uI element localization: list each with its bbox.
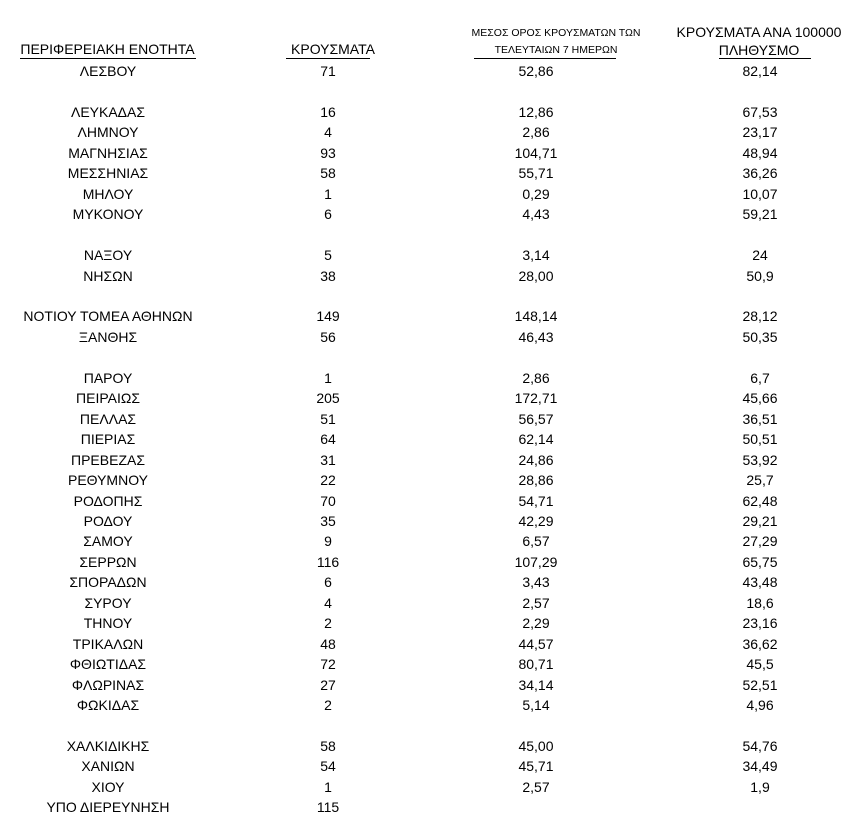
- per100k-cell: 27,29: [742, 533, 778, 550]
- per100k-cell: 34,49: [742, 758, 778, 775]
- avg-cell: 2,86: [522, 124, 550, 141]
- table-row: [0, 163, 868, 183]
- avg-cell: 2,86: [522, 369, 550, 386]
- table-row: [0, 797, 868, 817]
- table-row: [0, 266, 868, 286]
- avg-cell: 46,43: [518, 328, 554, 345]
- region-cell: ΜΕΣΣΗΝΙΑΣ: [67, 165, 149, 182]
- per100k-cell: 48,94: [742, 144, 778, 161]
- region-cell: ΦΩΚΙΔΑΣ: [76, 697, 140, 714]
- cases-cell: 31: [320, 451, 336, 468]
- cases-cell: 1: [324, 369, 332, 386]
- region-cell: ΛΕΣΒΟΥ: [79, 63, 137, 79]
- avg-cell: 54,71: [518, 492, 554, 509]
- per100k-cell: 36,26: [742, 165, 778, 182]
- region-cell: ΣΠΟΡΑΔΩΝ: [69, 574, 147, 591]
- region-cell: ΠΙΕΡΙΑΣ: [80, 431, 136, 448]
- per100k-cell: 23,17: [742, 124, 778, 141]
- region-cell: ΣΥΡΟΥ: [84, 594, 132, 611]
- table-row: [0, 572, 868, 592]
- table-row: [0, 552, 868, 572]
- avg-cell: 80,71: [518, 656, 554, 673]
- avg-cell: 28,86: [518, 472, 554, 489]
- table-row: [0, 511, 868, 531]
- table-row: [0, 634, 868, 654]
- region-cell: ΡΟΔΟΥ: [83, 512, 133, 529]
- avg-cell: 3,14: [522, 247, 550, 264]
- cases-cell: 51: [320, 410, 336, 427]
- table-row: [0, 716, 868, 736]
- avg-cell: 2,57: [522, 594, 550, 611]
- per100k-cell: 54,76: [742, 737, 778, 754]
- per100k-cell: 4,96: [746, 697, 774, 714]
- cases-cell: 70: [320, 492, 336, 509]
- per100k-cell: 28,12: [742, 308, 778, 325]
- table-row: [0, 204, 868, 224]
- avg-cell: 148,14: [514, 308, 558, 325]
- region-cell: ΝΟΤΙΟΥ ΤΟΜΕΑ ΑΘΗΝΩΝ: [23, 308, 193, 325]
- region-cell: ΜΑΓΝΗΣΙΑΣ: [68, 144, 148, 161]
- cases-cell: 58: [320, 165, 336, 182]
- cases-cell: 64: [320, 431, 336, 448]
- cases-cell: 6: [324, 206, 332, 223]
- avg-cell: 45,00: [518, 737, 554, 754]
- per100k-cell: 52,51: [742, 676, 778, 693]
- region-cell: ΤΗΝΟΥ: [83, 615, 133, 632]
- per100k-cell: 23,16: [742, 615, 778, 632]
- per100k-cell: 10,07: [742, 185, 778, 202]
- table-row: [0, 450, 868, 470]
- per100k-cell: 18,6: [746, 594, 774, 611]
- table-row: [0, 429, 868, 449]
- table-row: [0, 368, 868, 388]
- avg-cell: 0,29: [522, 185, 550, 202]
- table-row: [0, 613, 868, 633]
- table-row: [0, 286, 868, 306]
- avg-cell: 4,43: [522, 206, 550, 223]
- table-row: [0, 122, 868, 142]
- avg-cell: 6,57: [522, 533, 550, 550]
- avg-cell: 52,86: [518, 63, 554, 79]
- cases-cell: 38: [320, 267, 336, 284]
- cases-cell: 116: [316, 553, 340, 570]
- avg-cell: 2,57: [522, 778, 550, 795]
- avg-cell: 55,71: [518, 165, 554, 182]
- region-cell: ΠΡΕΒΕΖΑΣ: [70, 451, 145, 468]
- avg-cell: 107,29: [514, 553, 558, 570]
- table-row: [0, 695, 868, 715]
- region-cell: ΝΗΣΩΝ: [83, 267, 133, 284]
- table-row: [0, 675, 868, 695]
- per100k-cell: 43,48: [742, 574, 778, 591]
- table-row: [0, 756, 868, 776]
- header-region: ΠΕΡΙΦΕΡΕΙΑΚΗ ΕΝΟΤΗΤΑ: [20, 41, 195, 57]
- per100k-cell: 45,5: [746, 656, 774, 673]
- table-row: [0, 184, 868, 204]
- region-cell: ΡΕΘΥΜΝΟΥ: [67, 472, 148, 489]
- region-cell: ΣΑΜΟΥ: [83, 533, 133, 550]
- table-row: [0, 409, 868, 429]
- avg-cell: 42,29: [518, 512, 554, 529]
- avg-cell: 34,14: [518, 676, 554, 693]
- table-row: [0, 143, 868, 163]
- per100k-cell: 53,92: [742, 451, 778, 468]
- avg-cell: 172,71: [514, 390, 558, 407]
- table-row: [0, 61, 868, 81]
- cases-cell: 205: [316, 390, 340, 407]
- table-row: [0, 102, 868, 122]
- per100k-cell: 65,75: [742, 553, 778, 570]
- header-cases-per-100k: [664, 23, 854, 59]
- table-row: [0, 225, 868, 245]
- cases-cell: 58: [320, 737, 336, 754]
- avg-cell: 5,14: [522, 697, 550, 714]
- per100k-cell: 82,14: [742, 63, 778, 79]
- header-underline: [286, 58, 370, 59]
- table-row: [0, 470, 868, 490]
- cases-cell: 4: [324, 594, 332, 611]
- table-row: [0, 347, 868, 367]
- avg-cell: 12,86: [518, 103, 554, 120]
- cases-cell: 93: [320, 144, 336, 161]
- table-row: [0, 491, 868, 511]
- cases-cell: 149: [316, 308, 340, 325]
- table-row: [0, 245, 868, 265]
- avg-cell: 44,57: [518, 635, 554, 652]
- header-underline: [719, 58, 811, 59]
- header-avg-line1: ΜΕΣΟΣ ΟΡΟΣ ΚΡΟΥΣΜΑΤΩΝ ΤΩΝ: [471, 27, 641, 39]
- cases-cell: 115: [316, 799, 340, 816]
- cases-cell: 71: [320, 63, 336, 79]
- header-avg-7-days: [438, 25, 674, 59]
- avg-cell: 104,71: [514, 144, 558, 161]
- cases-cell: 72: [320, 656, 336, 673]
- table-row: [0, 327, 868, 347]
- per100k-cell: 50,51: [742, 431, 778, 448]
- region-cell: ΥΠΟ ΔΙΕΡΕΥΝΗΣΗ: [46, 799, 170, 816]
- cases-cell: 48: [320, 635, 336, 652]
- cases-cell: 1: [324, 778, 332, 795]
- table-row: [0, 654, 868, 674]
- region-cell: ΡΟΔΟΠΗΣ: [73, 492, 143, 509]
- table-row: [0, 777, 868, 797]
- cases-cell: 9: [324, 533, 332, 550]
- region-cell: ΠΕΙΡΑΙΩΣ: [76, 390, 140, 407]
- table-row: [0, 388, 868, 408]
- per100k-cell: 62,48: [742, 492, 778, 509]
- cases-cell: 35: [320, 512, 336, 529]
- per100k-cell: 36,62: [742, 635, 778, 652]
- region-cell: ΛΗΜΝΟΥ: [77, 124, 139, 141]
- per100k-cell: 50,9: [746, 267, 774, 284]
- header-underline: [20, 58, 196, 59]
- per100k-cell: 6,7: [750, 369, 770, 386]
- avg-cell: 2,29: [522, 615, 550, 632]
- per100k-cell: 36,51: [742, 410, 778, 427]
- header-underline: [474, 58, 616, 59]
- cases-cell: 27: [320, 676, 336, 693]
- cases-cell: 16: [320, 103, 336, 120]
- cases-cell: 1: [324, 185, 332, 202]
- avg-cell: 56,57: [518, 410, 554, 427]
- region-cell: ΣΕΡΡΩΝ: [79, 553, 137, 570]
- cases-cell: 22: [320, 472, 336, 489]
- header-cases: ΚΡΟΥΣΜΑΤΑ: [291, 41, 375, 57]
- header-per100k-line2: ΠΛΗΘΥΣΜΟ: [718, 42, 800, 58]
- cases-cell: 5: [324, 247, 332, 264]
- avg-cell: 24,86: [518, 451, 554, 468]
- region-cell: ΛΕΥΚΑΔΑΣ: [70, 103, 146, 120]
- cases-cell: 6: [324, 574, 332, 591]
- header-avg-line2: ΤΕΛΕΥΤΑΙΩΝ 7 ΗΜΕΡΩΝ: [494, 44, 618, 56]
- cases-cell: 54: [320, 758, 336, 775]
- region-cell: ΦΛΩΡΙΝΑΣ: [71, 676, 145, 693]
- region-cell: ΧΑΝΙΩΝ: [81, 758, 135, 775]
- header-per100k-line1: ΚΡΟΥΣΜΑΤΑ ΑΝΑ 100000: [676, 24, 842, 40]
- per100k-cell: 59,21: [742, 206, 778, 223]
- region-cell: ΧΙΟΥ: [91, 778, 125, 795]
- per100k-cell: 50,35: [742, 328, 778, 345]
- region-cell: ΜΗΛΟΥ: [82, 185, 134, 202]
- region-cell: ΧΑΛΚΙΔΙΚΗΣ: [66, 737, 150, 754]
- table-row: [0, 593, 868, 613]
- region-cell: ΠΑΡΟΥ: [83, 369, 133, 386]
- region-cell: ΦΘΙΩΤΙΔΑΣ: [69, 656, 147, 673]
- region-cell: ΠΕΛΛΑΣ: [79, 410, 137, 427]
- table-row: [0, 736, 868, 756]
- per100k-cell: 24: [752, 247, 768, 264]
- table-row: [0, 531, 868, 551]
- avg-cell: 62,14: [518, 431, 554, 448]
- cases-cell: 2: [324, 697, 332, 714]
- region-cell: ΝΑΞΟΥ: [83, 247, 133, 264]
- cases-cell: 2: [324, 615, 332, 632]
- avg-cell: 28,00: [518, 267, 554, 284]
- per100k-cell: 1,9: [750, 778, 770, 795]
- table-row: [0, 81, 868, 101]
- region-cell: ΜΥΚΟΝΟΥ: [72, 206, 144, 223]
- per100k-cell: 29,21: [742, 512, 778, 529]
- cases-cell: 56: [320, 328, 336, 345]
- table-row: [0, 306, 868, 326]
- per100k-cell: 25,7: [746, 472, 774, 489]
- per100k-cell: 45,66: [742, 390, 778, 407]
- data-table: [0, 61, 868, 818]
- cases-cell: 4: [324, 124, 332, 141]
- avg-cell: 45,71: [518, 758, 554, 775]
- avg-cell: 3,43: [522, 574, 550, 591]
- region-cell: ΤΡΙΚΑΛΩΝ: [72, 635, 144, 652]
- per100k-cell: 67,53: [742, 103, 778, 120]
- region-cell: ΞΑΝΘΗΣ: [78, 328, 138, 345]
